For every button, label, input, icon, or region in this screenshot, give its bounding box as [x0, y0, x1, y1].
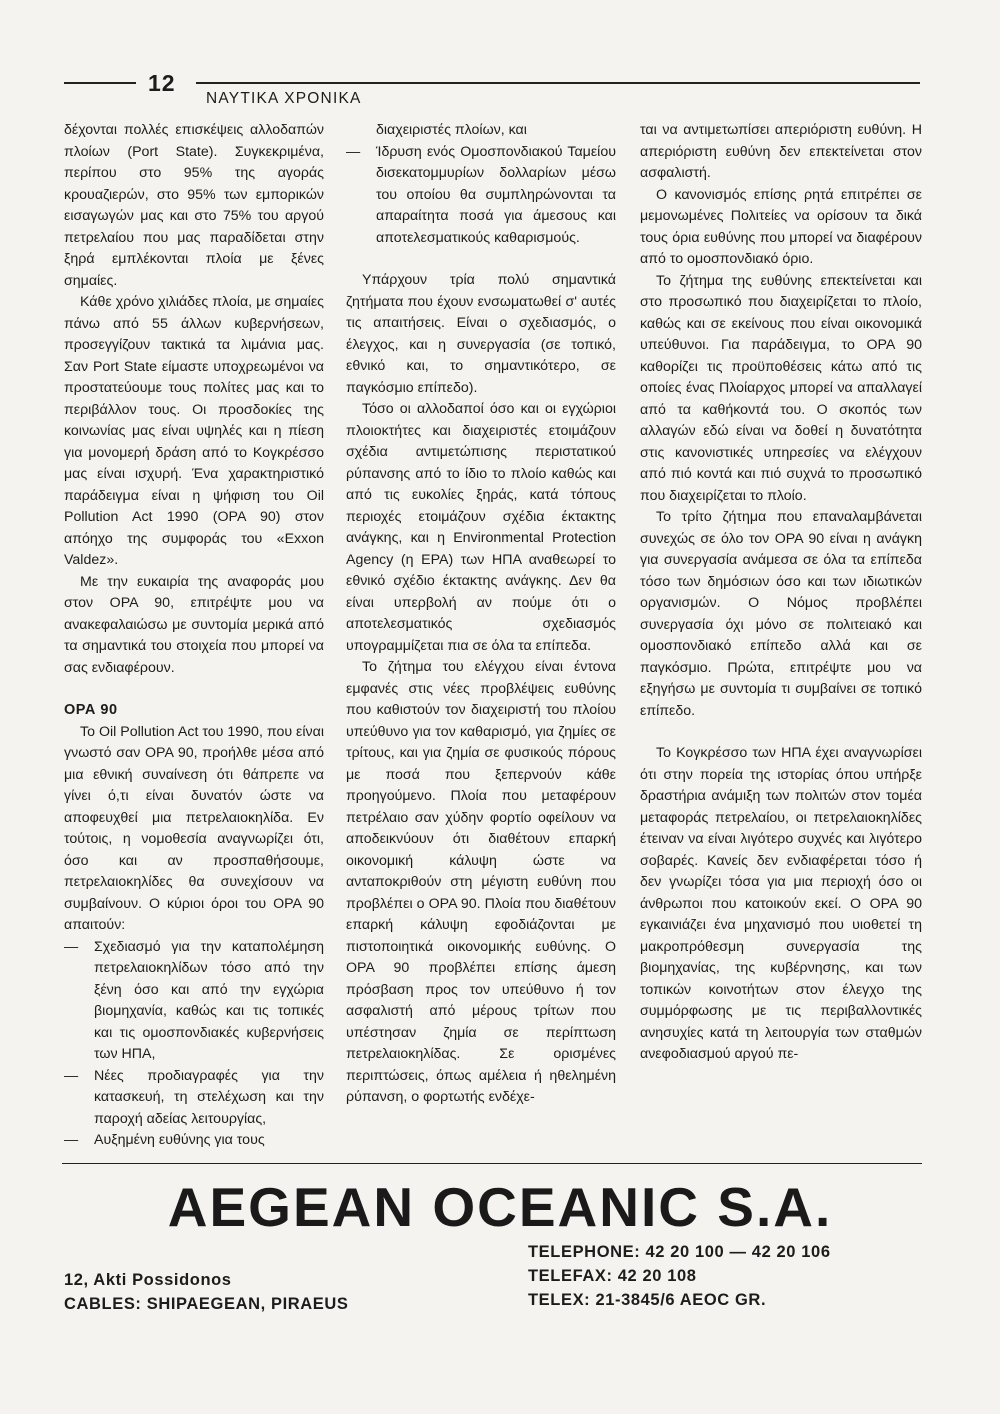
- paragraph: Υπάρχουν τρία πολύ σημαντικά ζητήματα που έχουν ενσωματωθεί σ' αυτές τις απαιτήσεις. Είναι ο σχεδιασμός, ο έλεγχος, και η συνεργασία (σε τοπικό, εθνικό και, το σημαντικότερο, σε παγκόσμιο επίπεδο).: [346, 272, 616, 396]
- paragraph: Τόσο οι αλλοδαποί όσο και οι εγχώριοι πλοιοκτήτες και διαχειριστές ετοιμάζουν σχέδια αντιμετώπισης περιστατικού ρύπανσης από το ίδιο το πλοίο καθώς και από τις ευκολίες ξηράς, κατά τόπους περιοχές ετοιμάζουν σχέδια έκτακτης ανάγκης, και η Environmental Protection Agency (η ΕΡΑ) των ΗΠΑ αναθεωρεί το εθνικό σχέδιο έκτακτης ανάγκης. Δεν θα είναι υπερβολή αν πούμε ότι ο αποτελεσματικός σχεδιασμός υπογραμμίζεται πια σε όλα τα επίπεδα.: [346, 401, 616, 654]
- paragraph: Ο κανονισμός επίσης ρητά επιτρέπει σε μεμονωμένες Πολιτείες να ορίσουν τα δικά τους όρια ευθύνης που μπορεί να διαφέρουν από το ομοσπονδιακό όριο.: [640, 186, 922, 267]
- cables: CABLES: SHIPAEGEAN, PIRAEUS: [64, 1295, 349, 1313]
- list-item-text: Νέες προδιαγραφές για την κατασκευή, τη στελέχωση και την παροχή αδείας λειτουργίας,: [94, 1067, 324, 1127]
- dash-marker: —: [346, 143, 361, 160]
- list-item-continuation: διαχειριστές πλοίων, και: [376, 122, 527, 138]
- telefax: TELEFAX: 42 20 108: [528, 1267, 697, 1285]
- paragraph: Το ζήτημα της ευθύνης επεκτείνεται και στο προσωπικό που διαχειρίζεται το πλοίο, καθώς και σε εκείνους που είναι οικονομικά υπεύθυνοι. Για παράδειγμα, το ΟΡΑ 90 καθορίζει τις προϋποθέσεις κάτω από τις οποίες ένας Πλοίαρχος μπορεί να απαλλαγεί από τα καθήκοντά του. Ο σκοπός των αλλαγών εδώ είναι να δοθεί η δυνατότητα στις κανονιστικές υπηρεσίες να ελέγχουν από πιό κοντά και πιό συχνά το προσωπικό που διαχειρίζεται το πλοίο.: [640, 272, 922, 504]
- company-name: AEGEAN OCEANIC S.A.: [167, 1176, 833, 1238]
- list-item-text: Ίδρυση ενός Ομοσπονδιακού Ταμείου δισεκατομμυρίων δολλαρίων μέσω του οποίου θα συμπληρώνονται τα απαραίτητα ποσά για άμεσους και αποτελεσματικούς καθαρισμούς.: [376, 143, 616, 246]
- paragraph: Το ζήτημα του ελέγχου είναι έντονα εμφανές στις νέες προβλέψεις ευθύνης που καθιστούν τον διαχειριστή του πλοίου υπεύθυνο για τον καθαρισμό, για ζημίες σε τρίτους, και για ζημία σε φυσικούς πόρους με ποσά που ξεπερνούν κάθε προηγούμενο. Πλοία που μεταφέρουν πετρέλαιο σαν χύδην φορτίο οφείλουν να αποδεικνύουν ότι διαθέτουν επαρκή οικονομική κάλυψη ώστε να ανταποκριθούν στη μέγιστη ευθύνη που προβλέπει ο ΟΡΑ 90. Πλοία που διαθέτουν επαρκή κάλυψη εφοδιάζονται με πιστοποιητικά οικονομικής ευθύνης. Ο ΟΡΑ 90 προβλέπει επίσης άμεση πρόσβαση προς τον υπεύθυνο ή τον ασφαλιστή από μέρους τρίτων που υπέστησαν ζημία σε περίπτωση πετρελαιοκηλίδας. Σε ορισμένες περιπτώσεις, όπως αμέλεια ή ηθελημένη ρύπανση, ο φορτωτής ενδέχε-: [346, 659, 616, 1105]
- page-number: 12: [148, 70, 176, 96]
- list-item: [64, 1066, 324, 1131]
- paragraph: ται να αντιμετωπίσει απεριόριστη ευθύνη. Η απεριόριστη ευθύνη δεν επεκτείνεται στον ασφαλιστή.: [640, 122, 922, 181]
- paragraph: δέχονται πολλές επισκέψεις αλλοδαπών πλοίων (Port State). Συγκεκριμένα, περίπου στο 95% της αγοράς κρουαζιερών, στο 95% των εμπορικών εισαγωγών μας και στο 75% του αργού πετρελαίου που μας παραδίδεται στην ξηρά εμπλέκονται πλοία με ξένες σημαίες.: [64, 122, 324, 289]
- list-item: [64, 1130, 324, 1152]
- list-item: [64, 937, 324, 1066]
- dash-marker: —: [64, 1132, 79, 1148]
- company-address-block: [64, 1268, 349, 1316]
- address: 12, Akti Possidonos: [64, 1271, 232, 1289]
- header-rule-left: [64, 82, 136, 84]
- telex: TELEX: 21-3845/6 AEOC GR.: [528, 1291, 767, 1309]
- list-item: [346, 120, 616, 142]
- list-item-text: Αυξημένη ευθύνης για τους: [94, 1132, 265, 1148]
- advert-divider: [62, 1163, 922, 1164]
- paragraph: Το Κογκρέσσο των ΗΠΑ έχει αναγνωρίσει ότι στην πορεία της ιστορίας όπου υπήρξε δραστήρια ανάμιξη των πολιτών στον τομέα μεταφοράς πετρελαίου, οι πετρελαιοκηλίδες έτειναν να είναι λιγότερο συχνές και λιγότερο σοβαρές. Κανείς δεν ενδιαφέρεται τόσο ή δεν γνωρίζει τόσα για μια περιοχή όσο οι άνθρωποι που κατοικούν εκεί. Ο ΟΡΑ 90 εγκαινιάζει ένα μηχανισμό που υιοθετεί τη μακροπρόθεσμη συνεργασία της βιομηχανίας, της κυβέρνησης, και των τοπικών κοινοτήτων στον έλεγχο της συμμόρφωσης με τις περιβαλλοντικές ανησυχίες κατά τη λειτουργία των σταθμών ανεφοδιασμού αργού πε-: [640, 745, 922, 1062]
- paragraph: Το τρίτο ζήτημα που επαναλαμβάνεται συνεχώς σε όλο τον ΟΡΑ 90 είναι η ανάγκη για συνεργασία ανάμεσα σε όλα τα επίπεδα τόσο των δημόσιων όσο και των ιδιωτικών οργανισμών. Ο Νόμος προβλέπει συνεργασία όχι μόνο σε πολιτειακό και ομοσπονδιακό επίπεδο αλλά και σε παγκόσμιο. Πρώτα, επιτρέψτε μου να εξηγήσω με συντομία τι συμβαίνει σε τοπικό επίπεδο.: [640, 509, 922, 719]
- section-heading: ΟΡΑ 90: [64, 702, 118, 718]
- paragraph: Το Oil Pollution Act του 1990, που είναι γνωστό σαν ΟΡΑ 90, προήλθε μέσα από μια εθνική συναίνεση ότι θάπρεπε να γίνει ό,τι είναι δυνατόν ώστε να αποφευχθεί μια πετρελαιοκηλίδα. Εν τούτοις, η νομοθεσία αναγνωρίζει ότι, όσο και αν προσπαθήσουμε, πετρελαιοκηλίδες θα συνεχίσουν να συμβαίνουν. Ο κύριοι όροι του ΟΡΑ 90 απαιτούν:: [64, 723, 324, 933]
- paragraph: Κάθε χρόνο χιλιάδες πλοία, με σημαίες πάνω από 55 άλλων κυβερνήσεων, προσεγγίζουν τακτικά τα λιμάνια μας. Σαν Port State είμαστε υποχρεωμένοι να προστατεύουμε τους πολίτες μας και το περιβάλλον τους. Οι προσδοκίες της κοινωνίας μας είναι υψηλές και η πίεση για μονομερή δράση από το Κογκρέσσο μας είναι ισχυρή. Ένα χαρακτηριστικό παράδειγμα είναι η ψήφιση του Oil Pollution Act 1990 (ΟΡΑ 90) στον απόηχο της συμφοράς του «Exxon Valdez».: [64, 294, 324, 568]
- header-rule-right: [196, 82, 920, 84]
- column-3: [640, 120, 922, 1066]
- telephone: TELEPHONE: 42 20 100 — 42 20 106: [528, 1243, 831, 1261]
- column-1: [64, 120, 324, 1152]
- dash-marker: —: [64, 1067, 79, 1084]
- list-item: [346, 142, 616, 250]
- dash-marker: —: [64, 938, 79, 955]
- company-phones-block: [528, 1240, 831, 1312]
- list-item-text: Σχεδιασμό για την καταπολέμηση πετρελαιοκηλίδων τόσο από την ξένη όσο και από την εγχώρια βιομηχανία, καθώς και τις τοπικές και τις ομοσπονδιακές κυβερνήσεις των ΗΠΑ,: [94, 938, 324, 1062]
- paragraph: Με την ευκαιρία της αναφοράς μου στον ΟΡΑ 90, επιτρέψτε μου να ανακεφαλαιώσω με συντομία μερικά από τα σημαντικά του στοιχεία που μπορεί να σας ενδιαφέρουν.: [64, 573, 324, 676]
- column-2: [346, 120, 616, 1109]
- publication-title: ΝΑΥΤΙΚΑ ΧΡΟΝΙΚΑ: [206, 90, 362, 107]
